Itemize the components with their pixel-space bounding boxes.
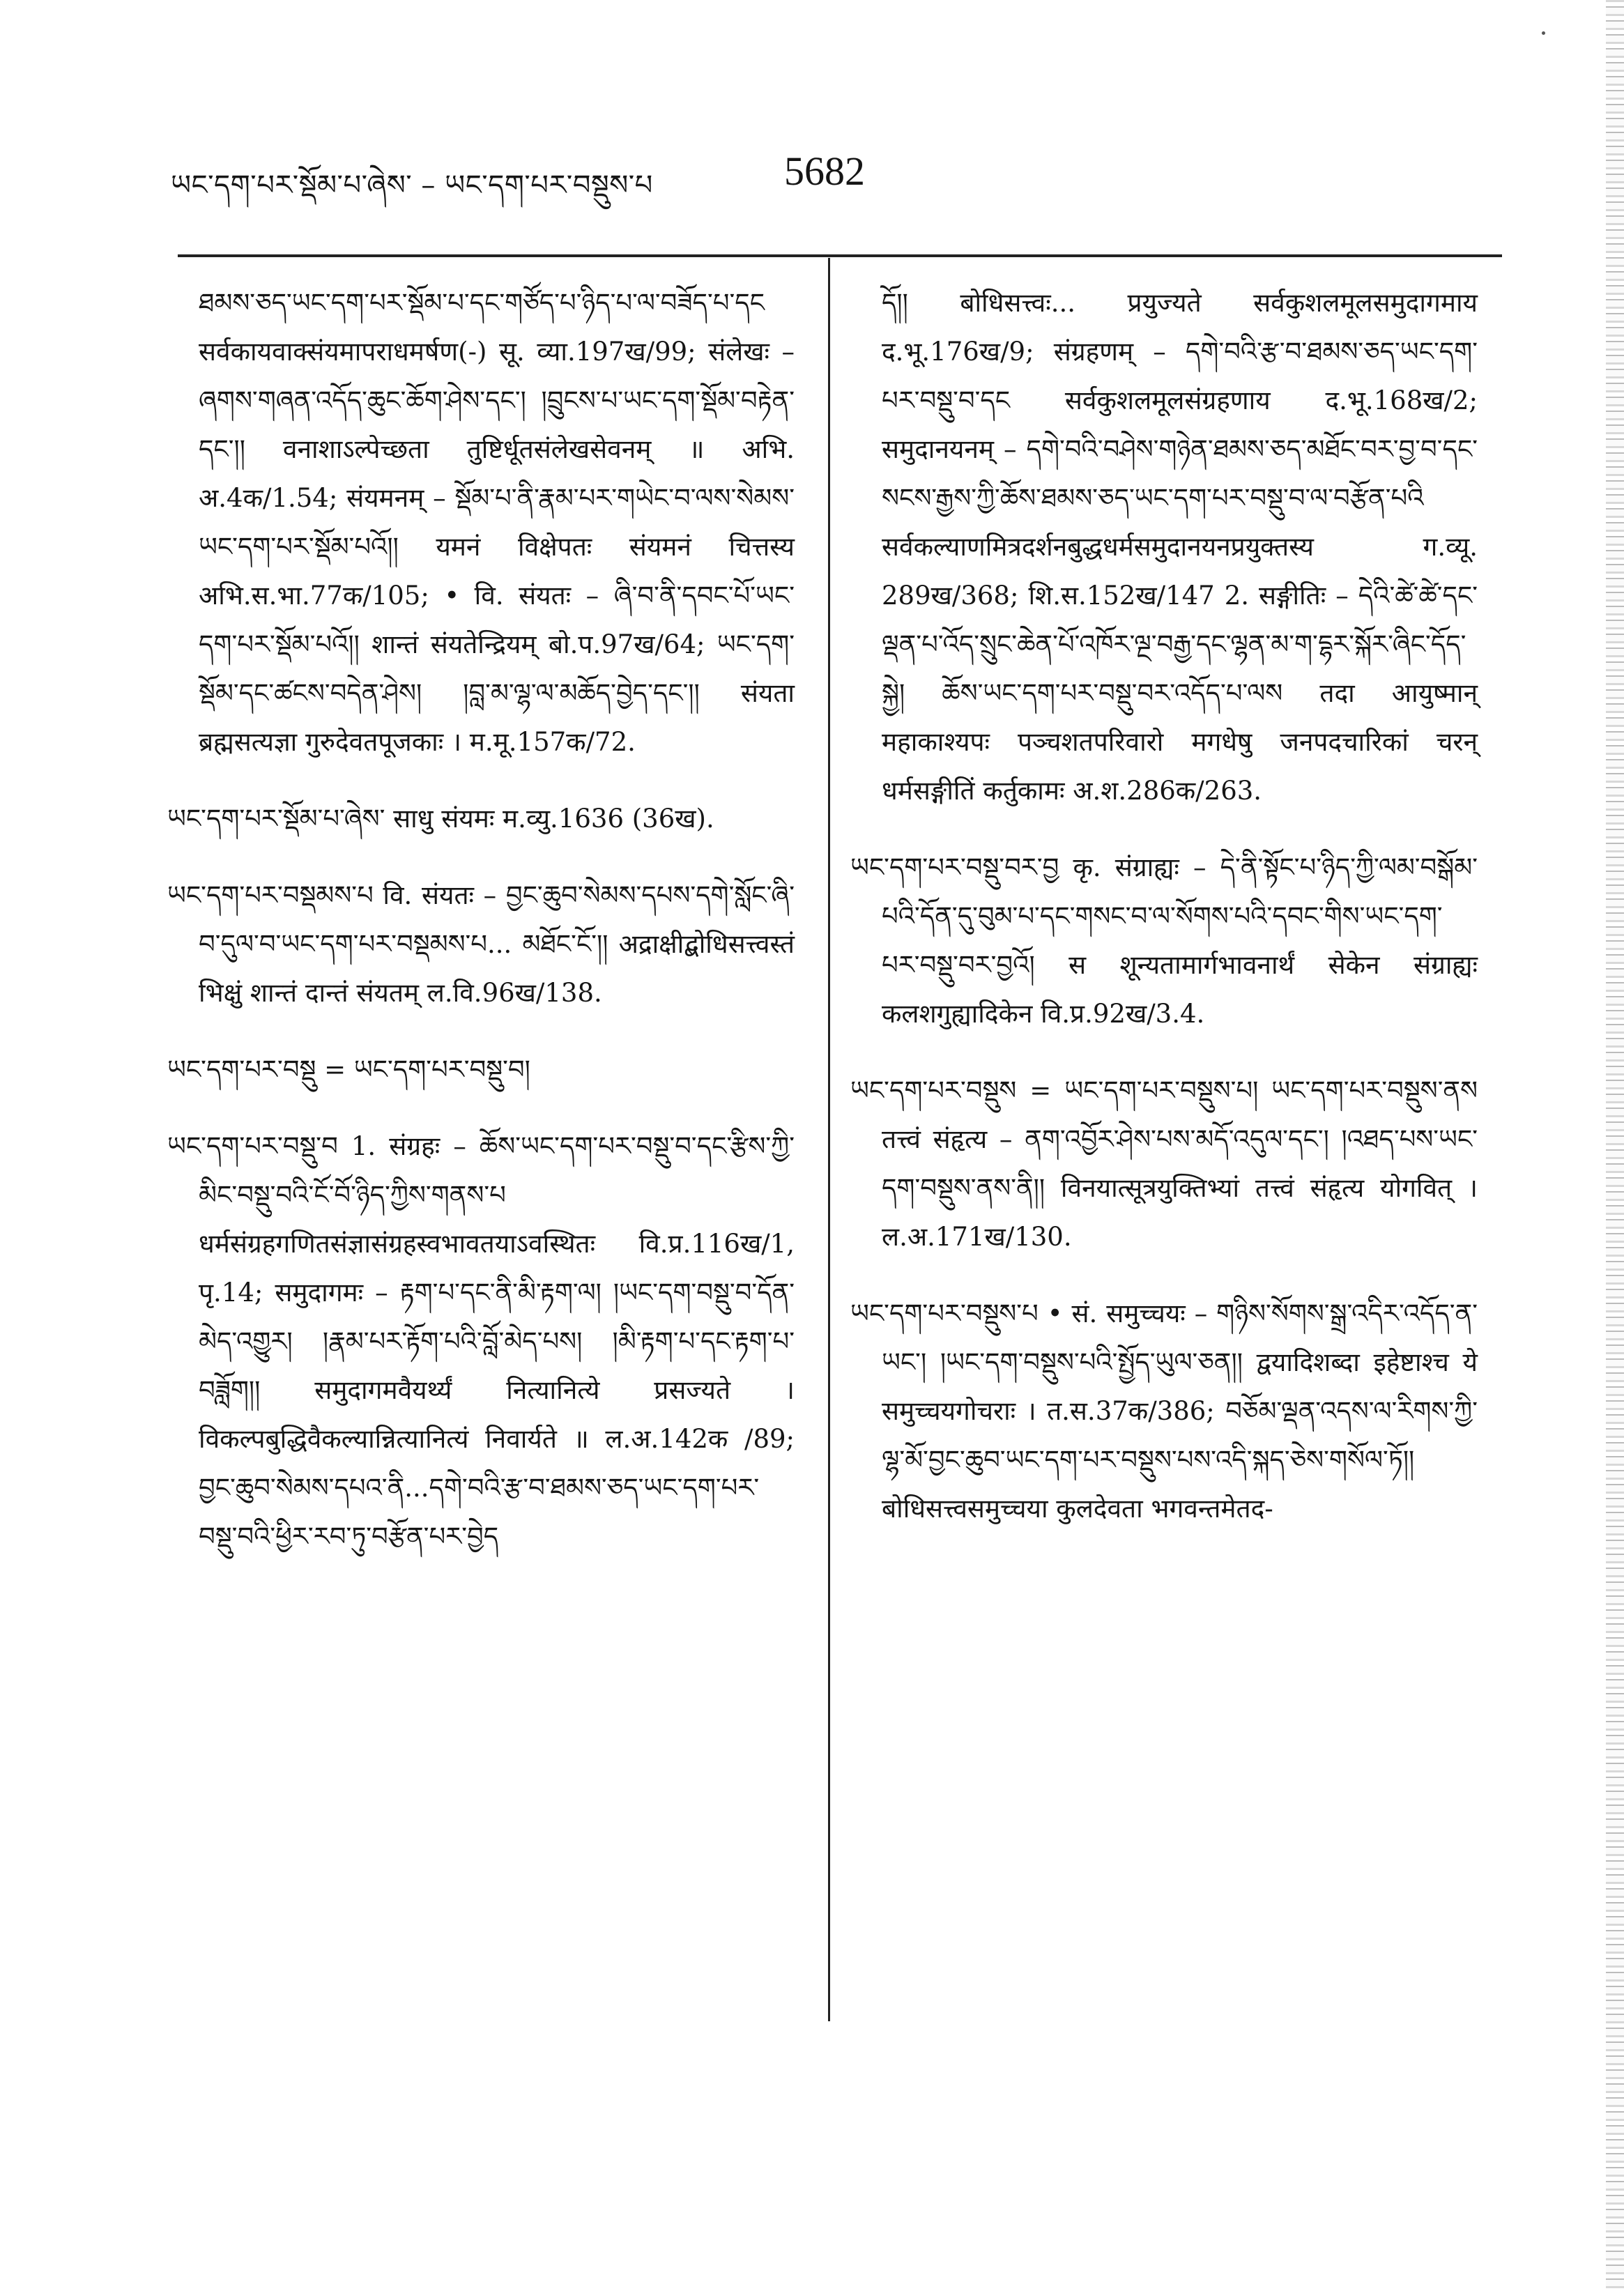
dictionary-entry: ཡང་དག་པར་བསྡུས = ཡང་དག་པར་བསྡུས་པ། ཡང་དག་པར་བསྡུས་ནས तत्त्वं संहृत्य – ནག་འབྱོར་ཤེས་པས་མདོ་འདུལ་དང་། །འཐད་པས་ཡང་དག་བསྡུས་ནས་ནི།། विनयात्सूत्रयुक्तिभ्यां तत्त्वं संहृत्य योगवित् । ल.अ.171ख/130. (850, 1075, 1478, 1252)
dictionary-entry: ཡང་དག་པར་བསྡམས་པ वि. संयतः – བྱང་ཆུབ་སེམས་དཔས་དགེ་སློང་ཞི་བ་དུལ་བ་ཡང་དག་པར་བསྡམས་པ... མཐོང་ངོ་།། अद्राक्षीद्बोधिसत्त्वस्तं भिक्षुं शान्तं दान्तं संयतम् ल.वि.96ख/138. (167, 880, 795, 1008)
header-rule (178, 254, 1502, 257)
dictionary-entry: ཡང་དག་པར་བསྡུ་བ 1. संग्रहः – ཆོས་ཡང་དག་པར་བསྡུ་བ་དང་རྩིས་ཀྱི་མིང་བསྡུ་བའི་ངོ་བོ་ཉིད་ཀྱིས་གནས་པ धर्मसंग्रहगणितसंज्ञासंग्रहस्वभावतयाऽवस्थितः वि.प्र.116ख/1, पृ.14; समुदागमः – རྟག་པ་དང་ནི་མི་རྟག་ལ། །ཡང་དག་བསྡུ་བ་དོན་མེད་འགྱུར། །རྣམ་པར་རྟོག་པའི་བློ་མེད་པས། །མི་རྟག་པ་དང་རྟག་པ་བཟློག།། समुदागमवैयर्थ्यं नित्यानित्ये प्रसज्यते । विकल्पबुद्धिवैकल्यान्नित्यानित्यं निवार्यते ॥ ल.अ.142क /89; བྱང་ཆུབ་སེམས་དཔའ་ནི...དགེ་བའི་རྩ་བ་ཐམས་ཅད་ཡང་དག་པར་བསྡུ་བའི་ཕྱིར་རབ་ཏུ་བརྩོན་པར་བྱེད (167, 1131, 795, 1551)
page-number: 5682 (784, 148, 865, 194)
dictionary-entry: ཡང་དག་པར་བསྡུས་པ • सं. समुच्चयः – གཉིས་སོགས་སྒྲ་འདིར་འདོད་ན་ཡང་། །ཡང་དག་བསྡུས་པའི་སྤྱོད་ཡུལ་ཅན།། द्वयादिशब्दा इहेष्टाश्च ये समुच्चयगोचराः । त.स.37क/386; བཅོམ་ལྡན་འདས་ལ་རིགས་ཀྱི་ལྷ་མོ་བྱང་ཆུབ་ཡང་དག་པར་བསྡུས་པས་འདི་སྐད་ཅེས་གསོལ་ཏོ།། बोधिसत्त्वसमुच्चया कुलदेवता भगवन्तमेतद- (850, 1298, 1478, 1524)
right-column (850, 279, 1478, 1561)
dictionary-entry: ཡང་དག་པར་བསྡུ = ཡང་དག་པར་བསྡུ་བ། (167, 1055, 530, 1085)
dictionary-entry: ཐམས་ཅད་ཡང་དག་པར་སྡོམ་པ་དང་གཙོད་པ་ཉིད་པ་ལ་བཟོད་པ་དང सर्वकायवाक्संयमापराधमर्षण(-) सू. व्या.197ख/99; संलेखः – ཞགས་གཞན་འདོད་ཆུང་ཆོག་ཤེས་དང་། །བྲུངས་པ་ཡང་དག་སྡོམ་བརྟེན་དང་།། वनाशाऽल्पेच्छता तुष्टिर्धूतसंलेखसेवनम् ॥ अभि. अ.4क/1.54; संयमनम् – སྡོམ་པ་ནི་རྣམ་པར་གཡེང་བ་ལས་སེམས་ཡང་དག་པར་སྡོམ་པའོ།། यमनं विक्षेपतः संयमनं चित्तस्य अभि.स.भा.77क/105; • वि. संयतः – ཞི་བ་ནི་དབང་པོ་ཡང་དག་པར་སྡོམ་པའོ།། शान्तं संयतेन्द्रियम् बो.प.97ख/64; ཡང་དག་སྡོམ་དང་ཚངས་བདེན་ཤེས། །བླ་མ་ལྷ་ལ་མཆོད་བྱེད་དང་།། संयता ब्रह्मसत्यज्ञा गुरुदेवतपूजकाः । म.मू.157क/72. (199, 288, 795, 757)
column-divider (828, 258, 830, 2021)
dictionary-entry: ཡང་དག་པར་སྡོམ་པ་ཞེས་ साधु संयमः म.व्यु.1636 (36ख). (167, 804, 714, 834)
page-header (171, 148, 903, 204)
running-head: ཡང་དག་པར་སྡོམ་པ་ཞེས་ – ཡང་དག་པར་བསྡུས་པ (171, 169, 653, 201)
left-column (167, 279, 795, 1589)
scan-edge-noise (1606, 0, 1624, 2291)
scan-speck (1542, 31, 1545, 35)
dictionary-entry: ཡང་དག་པར་བསྡུ་བར་བྱ कृ. संग्राह्यः – དེ་ནི་སྟོང་པ་ཉིད་ཀྱི་ལམ་བསྒོམ་པའི་དོན་དུ་བུམ་པ་དང་གསང་བ་ལ་སོགས་པའི་དབང་གིས་ཡང་དག་པར་བསྡུ་བར་བྱའོ། स शून्यतामार्गभावनार्थं सेकेन संग्राह्यः कलशगुह्यादिकेन वि.प्र.92ख/3.4. (850, 852, 1478, 1029)
dictionary-entry: དོ།། बोधिसत्त्वः... प्रयुज्यते सर्वकुशलमूलसमुदागमाय द.भू.176ख/9; संग्रहणम् – དགེ་བའི་རྩ་བ་ཐམས་ཅད་ཡང་དག་པར་བསྡུ་བ་དང सर्वकुशलमूलसंग्रहणाय द.भू.168ख/2; समुदानयनम् – དགེ་བའི་བཤེས་གཉེན་ཐམས་ཅད་མཐོང་བར་བྱ་བ་དང་སངས་རྒྱས་ཀྱི་ཆོས་ཐམས་ཅད་ཡང་དག་པར་བསྡུ་བ་ལ་བརྩོན་པའི सर्वकल्याणमित्रदर्शनबुद्धधर्मसमुदानयनप्रयुक्तस्य ग.व्यू. 289ख/368; शि.स.152ख/147 2. सङ्गीतिः – དེའི་ཚེ་ཚེ་དང་ལྡན་པ་འོད་སྲུང་ཆེན་པོ་འཁོར་ལྔ་བརྒྱ་དང་ལྷན་མ་ག་དྷར་སྐོར་ཞིང་དོད་སྐྱེ། ཆོས་ཡང་དག་པར་བསྡུ་བར་འདོད་པ་ལས तदा आयुष्मान् महाकाश्यपः पञ्चशतपरिवारो मगधेषु जनपदचारिकां चरन् धर्मसङ्गीतिं कर्तुकामः अ.श.286क/263. (882, 288, 1478, 806)
